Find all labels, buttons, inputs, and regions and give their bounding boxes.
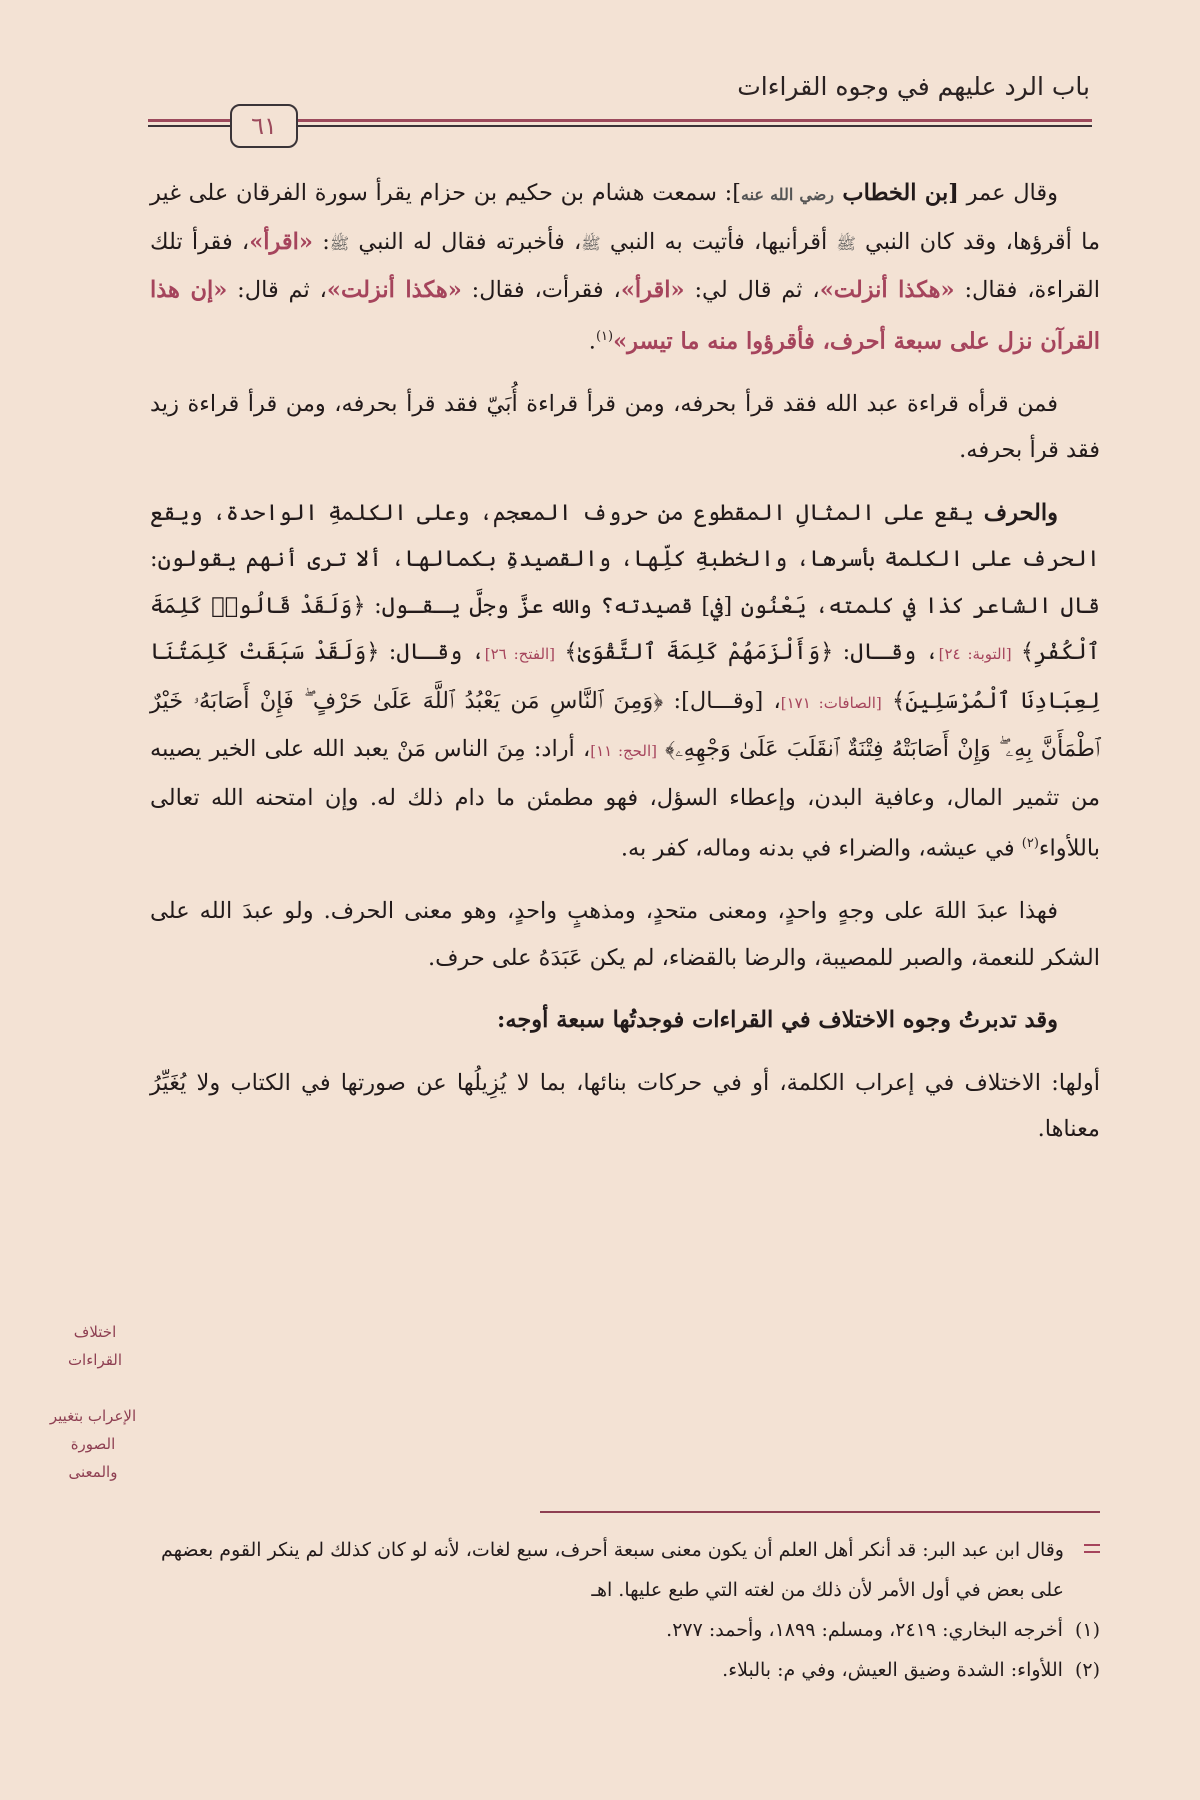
text: [بن الخطاب	[834, 180, 959, 206]
main-text	[150, 170, 1100, 1169]
margin-note-line: اختلاف	[73, 1323, 117, 1341]
prophetic-quote: «اقرأ»	[249, 228, 313, 255]
text: ، ثم قال لي:	[684, 277, 820, 303]
quran-verse: ﴿وَمِنَ ٱلنَّاسِ مَن يَعْبُدُ ٱللَّهَ عَلَىٰ حَرْفٍ ۖ فَإِنْ أَصَابَهُۥ خَيْرٌ ٱطْمَأَنَّ بِهِۦ ۖ وَإِنْ أَصَابَتْهُ فِتْنَةٌ ٱنقَلَبَ عَلَىٰ وَجْهِهِۦ﴾	[150, 687, 1101, 762]
text: ، أراد: مِنَ الناس مَنْ يعبد الله على الخير يصيبه من تثمير المال، وعافية البدن، وإعطاء السؤل، فهو مطمئن ما دام ذلك له. وإن امتحنه الله تعالى باللأواء	[150, 736, 1100, 862]
saw-glyph: ﷺ	[836, 233, 856, 253]
text: أقرأنيها، فأتيت به النبي	[600, 228, 837, 255]
footnote-ref-2[interactable]: (٢)	[1021, 836, 1039, 851]
footnote-continuation	[150, 1530, 1100, 1610]
margin-note-line: القراءات	[67, 1351, 123, 1369]
lead-word: والحرف	[983, 499, 1058, 526]
paragraph-seven-ways-heading: وقد تدبرتُ وجوه الاختلاف في القراءات فوجدتُها سبعة أوجه:	[497, 1007, 1058, 1033]
prophetic-quote: «هكذا أنزلت»	[819, 277, 955, 303]
paragraph-umar-hadith	[150, 170, 1100, 365]
margin-note-readings-difference	[40, 1318, 150, 1374]
margin-note-line: الصورة	[70, 1435, 116, 1453]
footnote-1	[150, 1610, 1100, 1650]
quran-verse: ﴿وَلَقَدْ سَبَقَتْ كَلِمَتُنَا لِعِبَادِنَا ٱلْمُرْسَلِينَ﴾	[150, 639, 1101, 714]
footnote-number: (٢)	[1074, 1659, 1100, 1681]
margin-note-irab	[28, 1402, 158, 1486]
paragraph-one-way: فهذا عبدَ اللهَ على وجهٍ واحدٍ، ومعنى متحدٍ، ومذهبٍ واحدٍ، وهو معنى الحرف. ولو عبدَ الله على الشكر للنعمة، والصبر للمصيبة، والرضا بالقضاء، لم يكن عَبَدَهُ على حرف.	[150, 898, 1100, 971]
text: ، ثم قال:	[227, 277, 327, 303]
footnote-text: اللأواء: الشدة وضيق العيش، وفي م: بالبلاء.	[722, 1659, 1063, 1681]
footnote-text: وقال ابن عبد البر: قد أنكر أهل العلم أن يكون معنى سبعة أحرف، سبع لغات، لأنه لو كان كذلك لم ينكر القوم بعضهم على بعض في أول الأمر لأن ذلك من لغته التي طبع عليها. اهـ	[160, 1539, 1064, 1601]
text: وقال عمر	[958, 180, 1059, 206]
text: :	[313, 228, 330, 255]
text: ، وقـال:	[833, 639, 939, 665]
text: في عيشه، والضراء في بدنه وماله، كفر به.	[620, 835, 1022, 862]
paragraph-first-way: أولها: الاختلاف في إعراب الكلمة، أو في حركات بنائها، بما لا يُزِيلُها عن صورتها في الكتاب ولا يُغَيِّرُ معناها.	[150, 1069, 1100, 1142]
text-bold	[741, 180, 959, 206]
margin-note-line: الإعراب بتغيير	[49, 1407, 137, 1425]
text: ، وقـال:	[379, 639, 485, 665]
paragraph-readings: فمن قرأه قراءة عبد الله فقد قرأ بحرفه، ومن قرأ قراءة أُبَيّ فقد قرأ بحرفه، ومن قرأ قراءة زيد فقد قرأ بحرفه.	[150, 390, 1100, 463]
footnote-2	[150, 1650, 1100, 1690]
text: .	[588, 328, 596, 354]
text: ، [وقـــال]:	[663, 687, 781, 714]
text: ، فقرأت، فقال:	[461, 277, 621, 303]
footnote-number: (١)	[1074, 1619, 1100, 1641]
verse-reference: [الحج: ١١]	[590, 742, 657, 760]
verse-reference: [الفتح: ٢٦]	[484, 645, 556, 663]
text: يقع على المثالِ المقطوع من حروف المعجم، وعلى الكلمةِ الواحدة، ويقع الحرف على الكلمة بأسرها، والخطبةِ كلِّها، والقصيدةِ بكمالها، ألا ترى أنهم يقولون: قال الشاعر كذا في كلمته، يَعْنُون [في] قصيدته؟ والله عزَّ وجلَّ يـقـول:	[150, 499, 1100, 619]
footnote-ref-1[interactable]: (١)	[595, 328, 614, 344]
verse-reference: [الصافات: ١٧١]	[780, 693, 882, 712]
page-number: ٦١	[230, 104, 298, 148]
paragraph-harf-definition	[150, 490, 1100, 873]
quran-verse: ﴿وَلَقَدْ قَالُوا۟ كَلِمَةَ ٱلْكُفْرِ﴾	[150, 592, 1101, 665]
text: ، فقرأ تلك القراءة، فقال:	[150, 228, 1101, 303]
margin-note-line: والمعنى	[68, 1463, 118, 1481]
text: ]: سمعت هشام بن حكيم بن حزام يقرأ سورة الفرقان على غير ما أقرؤها، وقد كان النبي	[150, 180, 1101, 255]
running-head: باب الرد عليهم في وجوه القراءات	[737, 72, 1090, 101]
quran-verse: ﴿وَأَلْزَمَهُمْ كَلِمَةَ ٱلتَّقْوَىٰ﴾	[564, 639, 834, 665]
honorific-glyph: رضي الله عنه	[741, 185, 835, 204]
footnote-separator	[540, 1511, 1100, 1513]
prophetic-quote: «هكذا أنزلت»	[326, 277, 462, 303]
prophetic-quote: «اقرأ»	[620, 277, 685, 303]
saw-glyph: ﷺ	[329, 233, 350, 253]
continuation-equals-icon	[1084, 1544, 1100, 1554]
saw-glyph: ﷺ	[581, 233, 601, 253]
footnote-text: أخرجه البخاري: ٢٤١٩، ومسلم: ١٨٩٩، وأحمد: ٢٧٧.	[666, 1619, 1063, 1641]
verse-reference: [التوبة: ٢٤]	[938, 645, 1012, 663]
text: ، فأخبرته فقال له النبي	[349, 228, 582, 255]
prophetic-quote: «إن هذا القرآن نزل على سبعة أحرف، فأقرؤوا منه ما تيسر»	[150, 277, 1100, 354]
footnotes	[150, 1530, 1100, 1690]
